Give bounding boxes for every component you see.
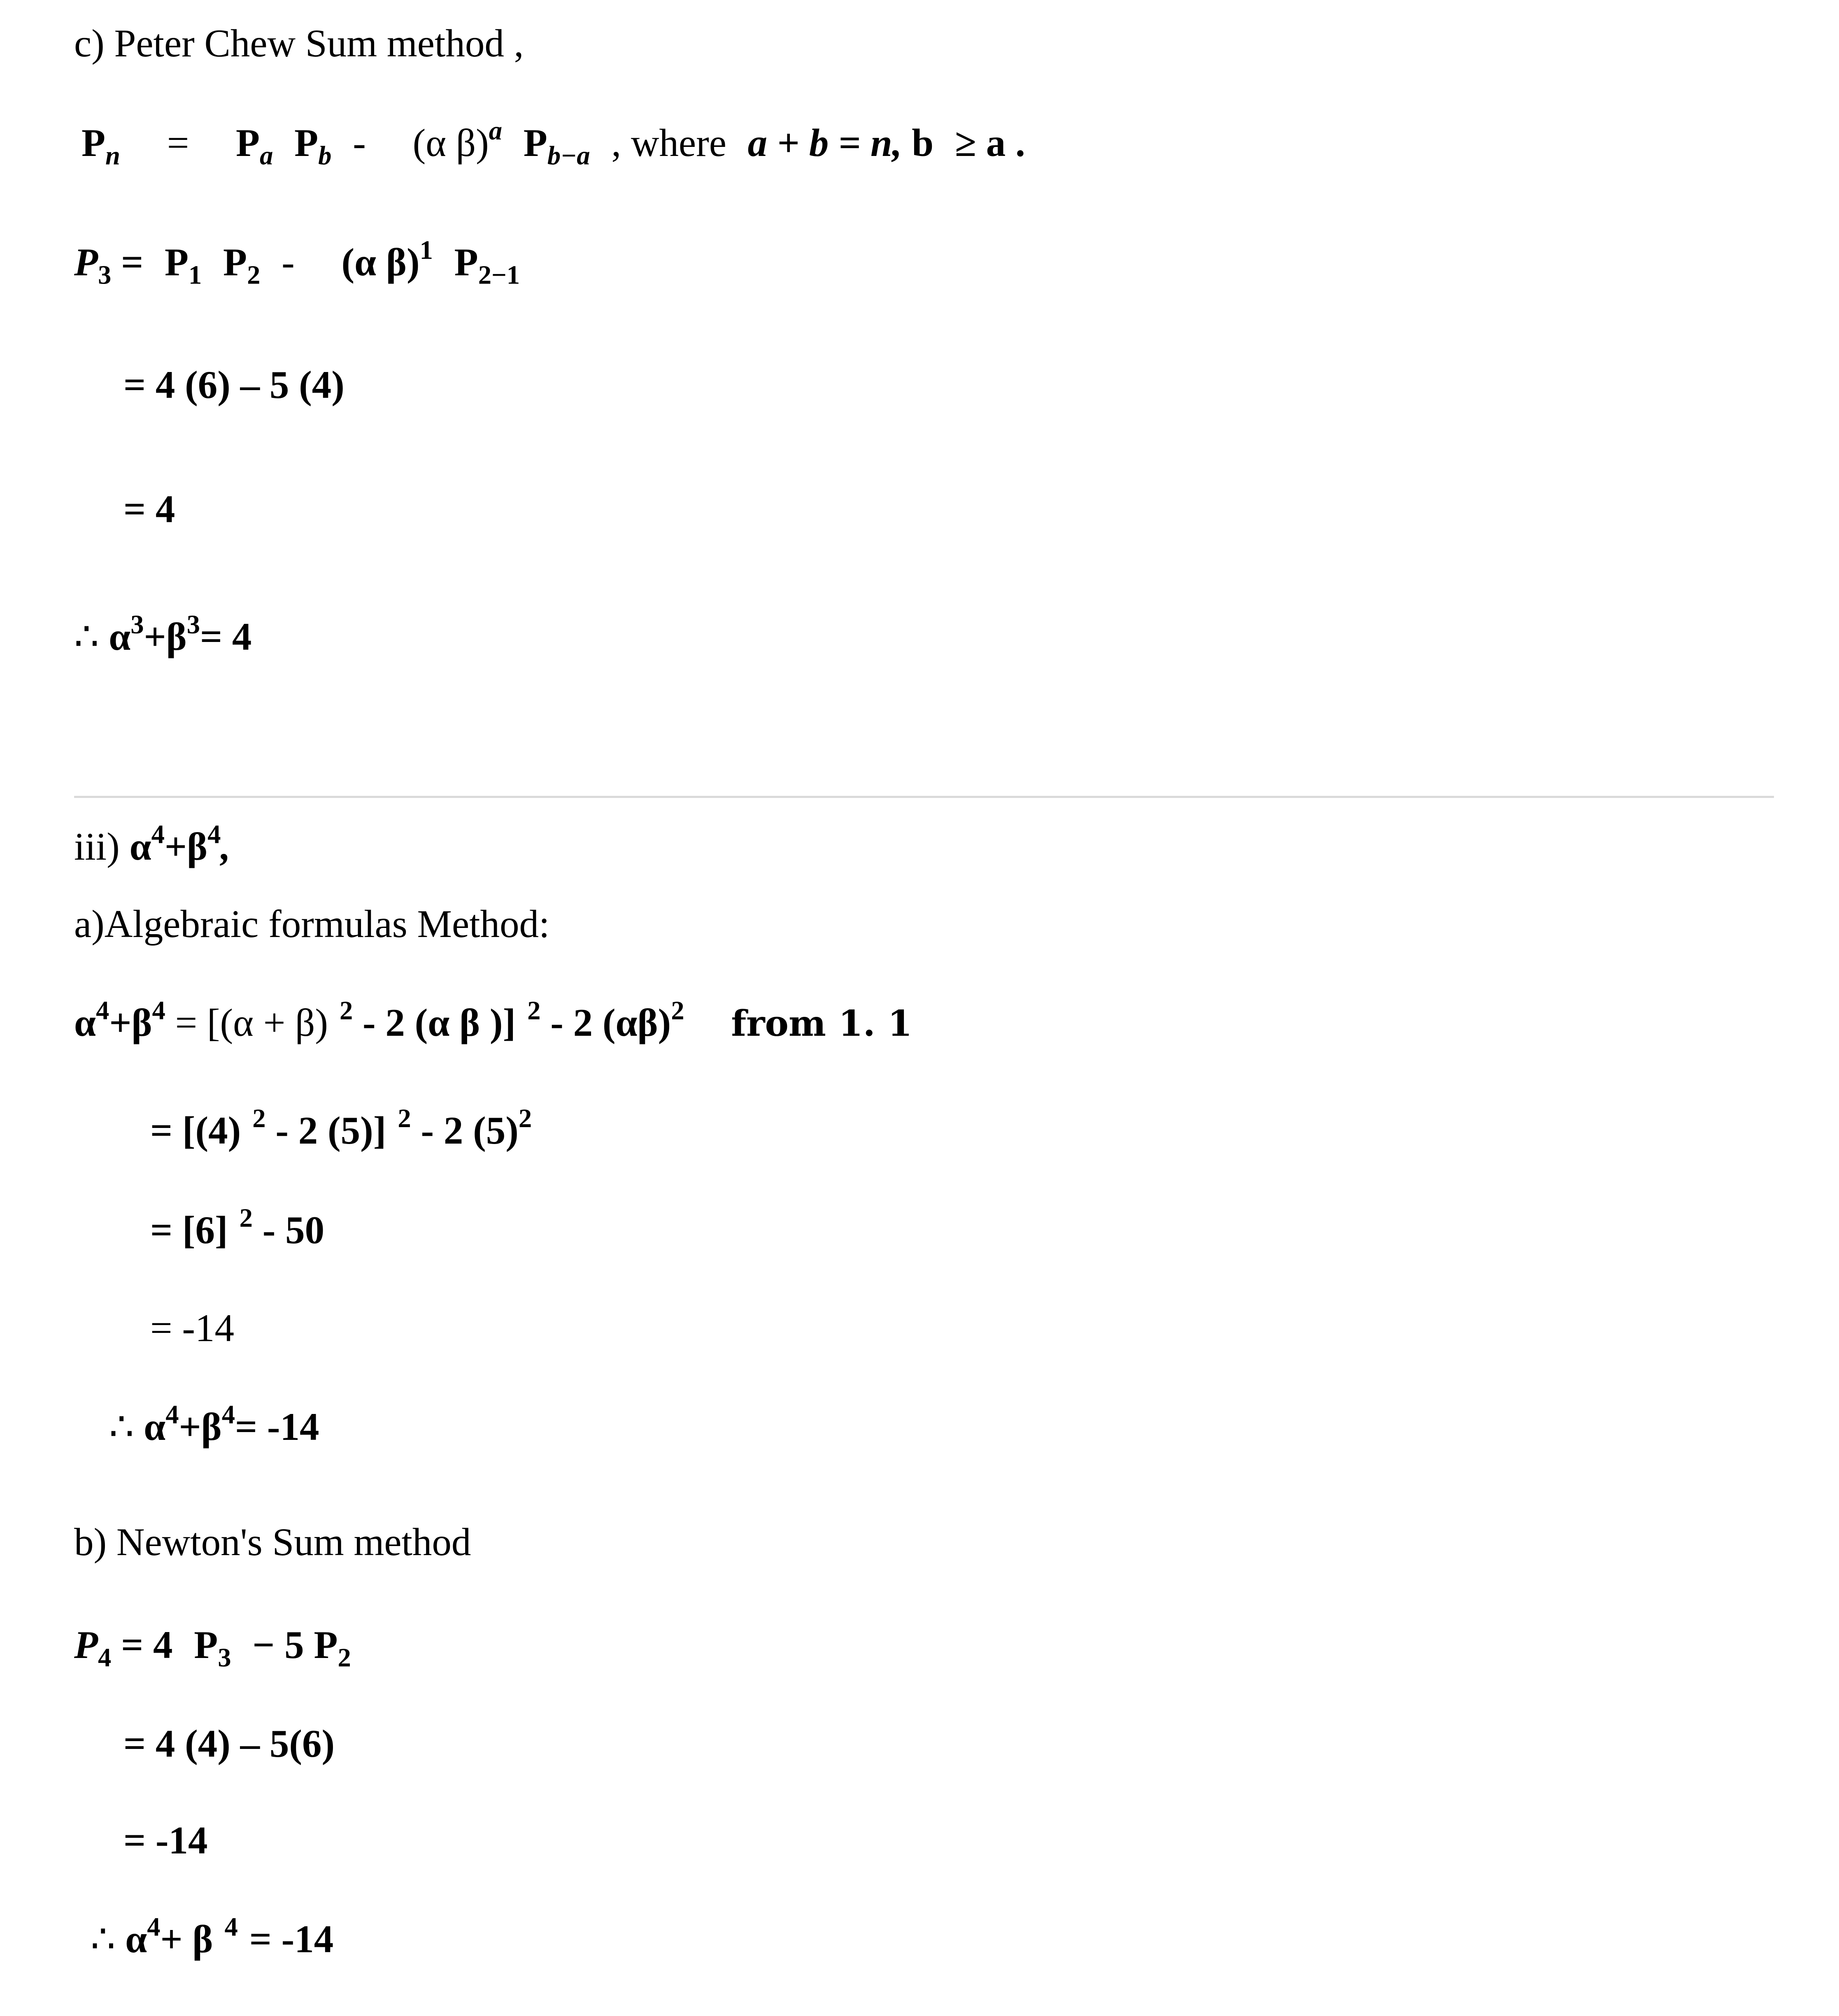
alg1-mid2: - 2 (αβ) [550, 1001, 671, 1044]
section-iii-alpha-exp: 4 [151, 819, 165, 849]
section-c-heading: c) Peter Chew Sum method , [74, 21, 524, 65]
conclusion-b-alpha: α [125, 1917, 147, 1961]
formula-where: , where [611, 121, 726, 165]
newton-p2-sub: 2 [338, 1642, 351, 1672]
step-p3-p21-sub: 2−1 [478, 260, 520, 290]
alg3-exp1: 2 [239, 1202, 253, 1232]
conclusion-a-beta: β [201, 1405, 222, 1449]
therefore-symbol: ∴ [74, 615, 99, 658]
conclusion-b-plus-beta: + β [160, 1917, 213, 1961]
conclusion-a-alpha: α [144, 1405, 166, 1449]
conclusion-c-beta-exp: 3 [186, 609, 200, 639]
newton-eq: = 4 [121, 1623, 173, 1667]
formula-term-pb-sub: b [318, 140, 332, 170]
newton-line-3: = -14 [123, 1818, 208, 1862]
alg1-alpha: α [74, 1001, 96, 1044]
newton-line-1 [74, 1623, 351, 1672]
formula-alpha-beta: (α β) [412, 121, 489, 165]
therefore-symbol: ∴ [91, 1917, 116, 1961]
step-p3-lhs: P [74, 240, 98, 284]
conclusion-c-plus: + [144, 615, 166, 658]
step-p3-lhs-sub: 3 [98, 260, 112, 290]
section-iii-alpha: α [129, 825, 151, 868]
newton-p3-sub: 3 [218, 1642, 231, 1672]
section-divider [74, 796, 1774, 798]
conclusion-b-beta-exp: 4 [224, 1911, 238, 1942]
section-b-heading: b) Newton's Sum method [74, 1520, 471, 1564]
conclusion-a-beta-exp: 4 [221, 1399, 235, 1429]
alg2-exp3: 2 [518, 1103, 532, 1133]
algebraic-line-3 [150, 1202, 325, 1252]
algebraic-line-4: = -14 [150, 1306, 234, 1350]
formula-lhs: P [81, 121, 106, 165]
section-iii-beta: β [187, 825, 208, 868]
alg2-mid2: - 2 (5) [421, 1109, 519, 1152]
alg1-sum: = [(α + β) [175, 1001, 328, 1044]
newton-p4-sub: 4 [98, 1642, 112, 1672]
formula-equals: = [167, 121, 189, 165]
conclusion-c [74, 609, 252, 658]
alg3-rest: - 50 [262, 1208, 325, 1252]
conclusion-b [91, 1911, 334, 1961]
alg2-mid: - 2 (5)] [275, 1109, 386, 1152]
alg2-start: = [(4) [150, 1109, 241, 1152]
formula-geq: ≥ a . [954, 121, 1025, 165]
conclusion-a-plus: + [179, 1405, 201, 1449]
step-p3-p2-sub: 2 [247, 260, 261, 290]
step-p3-exp: 1 [419, 235, 433, 265]
alg3-start: = [6] [150, 1208, 228, 1252]
section-iii-beta-exp: 4 [207, 819, 221, 849]
conclusion-c-beta: β [166, 615, 187, 658]
formula-term-pb: P [294, 121, 319, 165]
formula-minus: - [353, 121, 366, 165]
conclusion-a-result: = -14 [235, 1405, 319, 1449]
formula-term-pba: P [523, 121, 547, 165]
formula-b: b [912, 121, 934, 165]
conclusion-a [109, 1399, 319, 1449]
step-p3-p21: P [454, 240, 478, 284]
alg1-exp3: 2 [671, 995, 684, 1025]
section-iii-plus: + [164, 825, 187, 868]
section-iii-prefix: iii) [74, 825, 120, 868]
conclusion-a-alpha-exp: 4 [165, 1399, 179, 1429]
section-a-heading: a)Algebraic formulas Method: [74, 902, 550, 946]
alg1-exp1: 2 [340, 995, 353, 1025]
step-p3-minus: - [282, 240, 295, 284]
peter-chew-formula [81, 115, 1025, 170]
algebraic-line-2 [150, 1103, 532, 1152]
formula-term-pa: P [236, 121, 260, 165]
formula-term-pa-sub: a [260, 140, 273, 170]
newton-p2: P [314, 1623, 338, 1667]
therefore-symbol: ∴ [109, 1405, 134, 1449]
algebraic-line-1 [74, 995, 913, 1044]
step-p3-eq: = [121, 240, 144, 284]
formula-term-pba-sub: b−a [547, 140, 590, 170]
step-c-3: = 4 [123, 487, 175, 531]
step-c-2: = 4 (6) – 5 (4) [123, 363, 345, 407]
alg1-plus: + [109, 1001, 132, 1044]
alg1-alpha-exp: 4 [96, 995, 109, 1025]
alg1-beta: β [131, 1001, 152, 1044]
alg1-exp2: 2 [527, 995, 541, 1025]
newton-p4: P [74, 1623, 98, 1667]
conclusion-c-alpha: α [109, 615, 131, 658]
section-iii-heading [74, 819, 231, 868]
step-p3-p1: P [164, 240, 189, 284]
alg2-exp1: 2 [252, 1103, 266, 1133]
step-p3-p2: P [223, 240, 247, 284]
step-p3-alpha-beta: (α β) [341, 240, 420, 284]
conclusion-b-result: = -14 [249, 1917, 334, 1961]
alg2-exp2: 2 [398, 1103, 411, 1133]
conclusion-c-alpha-exp: 3 [130, 609, 144, 639]
step-p3 [74, 235, 520, 290]
newton-minus: − 5 [252, 1623, 304, 1667]
newton-p3: P [194, 1623, 218, 1667]
section-iii-comma: , [221, 825, 231, 868]
formula-condition: a + b = n, [747, 121, 902, 165]
formula-lhs-sub: n [105, 140, 120, 170]
newton-line-2: = 4 (4) – 5(6) [123, 1722, 335, 1765]
formula-alpha-beta-exp: a [489, 115, 503, 145]
conclusion-b-alpha-exp: 4 [147, 1911, 161, 1942]
alg1-beta-exp: 4 [152, 995, 165, 1025]
step-p3-p1-sub: 1 [189, 260, 202, 290]
conclusion-c-result: = 4 [200, 615, 252, 658]
alg1-mid: - 2 (α β )] [363, 1001, 516, 1044]
alg1-from-ref: from 1. 1 [731, 1003, 913, 1044]
